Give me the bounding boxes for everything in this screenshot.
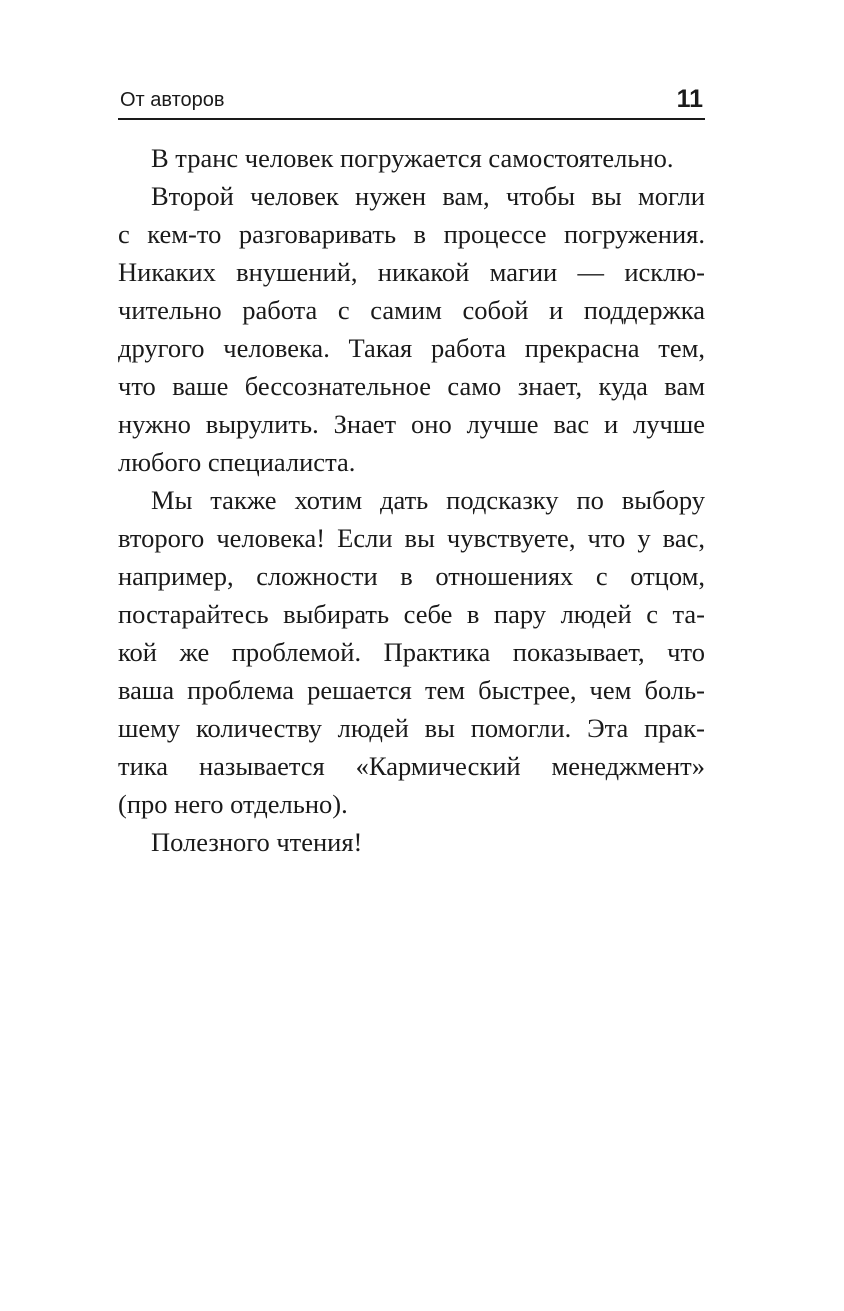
paragraph [118, 481, 705, 823]
text-line: Полезного чтения! [151, 827, 363, 857]
text-line: Никаких внушений, никакой магии — исклю- [118, 257, 705, 287]
running-header [118, 84, 705, 120]
section-title: От авторов [120, 89, 225, 111]
text-line: тика называется «Кармический менеджмент» [118, 751, 705, 781]
text-line: В транс человек погружается самостоятельно. [151, 143, 674, 173]
text-line: постарайтесь выбирать себе в пару людей с та- [118, 599, 705, 629]
text-line: Мы также хотим дать подсказку по выбору [151, 485, 705, 515]
text-line: ваша проблема решается тем быстрее, чем боль- [118, 675, 705, 705]
text-line: чительно работа с самим собой и поддержка [118, 295, 705, 325]
text-line: любого специалиста. [118, 447, 356, 477]
paragraph [118, 177, 705, 481]
body-text [118, 139, 705, 861]
text-line: нужно вырулить. Знает оно лучше вас и лучше [118, 409, 705, 439]
text-line: шему количеству людей вы помогли. Эта прак- [118, 713, 705, 743]
text-line: второго человека! Если вы чувствуете, что у вас, [118, 523, 705, 553]
text-line: что ваше бессознательное само знает, куда вам [118, 371, 705, 401]
page-number: 11 [676, 85, 703, 113]
paragraph [118, 139, 705, 177]
text-line: например, сложности в отношениях с отцом, [118, 561, 705, 591]
text-line: другого человека. Такая работа прекрасна тем, [118, 333, 705, 363]
paragraph [118, 823, 705, 861]
text-line: (про него отдельно). [118, 789, 348, 819]
text-line: Второй человек нужен вам, чтобы вы могли [151, 181, 705, 211]
text-line: с кем-то разговаривать в процессе погружения. [118, 219, 705, 249]
text-line: кой же проблемой. Практика показывает, что [118, 637, 705, 667]
